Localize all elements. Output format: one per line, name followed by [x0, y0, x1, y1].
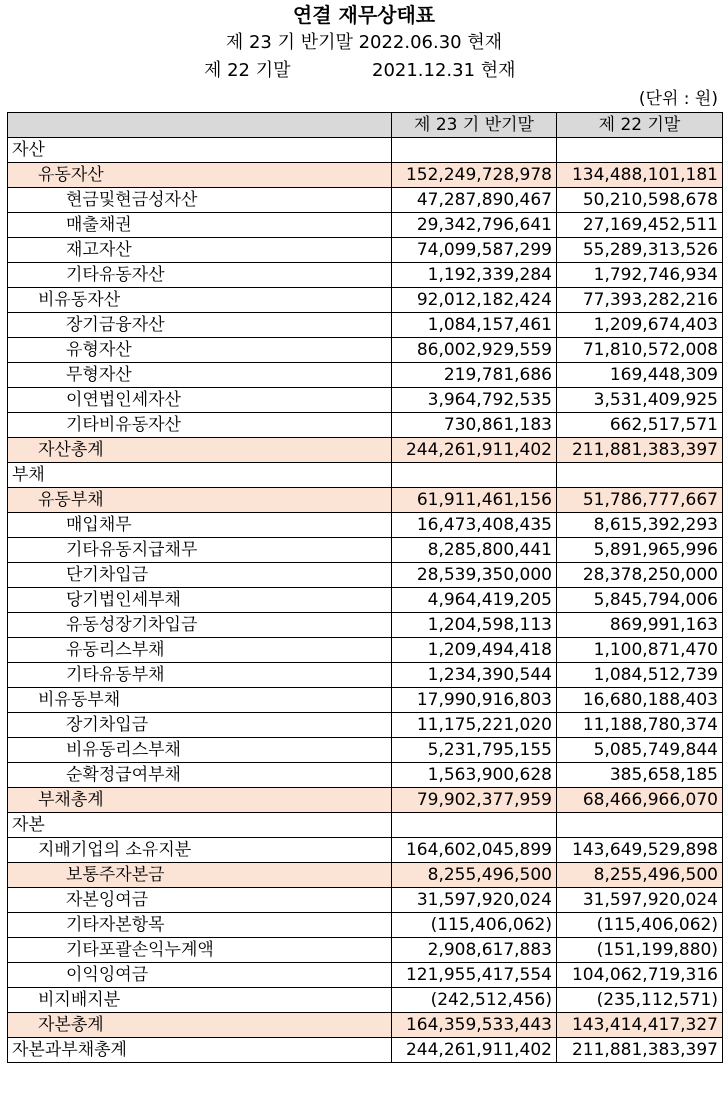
current-value-cell — [392, 138, 557, 163]
current-value-cell: 5,231,795,155 — [392, 738, 557, 763]
previous-value-cell: (151,199,880) — [557, 938, 723, 963]
previous-value-cell: 1,100,871,470 — [557, 638, 723, 663]
current-value-cell: 86,002,929,559 — [392, 338, 557, 363]
current-value-cell: 28,539,350,000 — [392, 563, 557, 588]
table-body — [8, 138, 723, 1063]
account-label-cell: 순확정급여부채 — [8, 763, 392, 788]
current-value-cell: 152,249,728,978 — [392, 163, 557, 188]
account-label-cell: 매출채권 — [8, 213, 392, 238]
previous-value-cell: 143,649,529,898 — [557, 838, 723, 863]
previous-value-cell: 16,680,188,403 — [557, 688, 723, 713]
table-row — [8, 888, 723, 913]
table-row — [8, 738, 723, 763]
previous-value-cell: 71,810,572,008 — [557, 338, 723, 363]
current-value-cell: 1,192,339,284 — [392, 263, 557, 288]
previous-value-cell: 3,531,409,925 — [557, 388, 723, 413]
account-label-cell: 유형자산 — [8, 338, 392, 363]
table-row — [8, 988, 723, 1013]
current-value-cell: 1,209,494,418 — [392, 638, 557, 663]
table-row — [8, 863, 723, 888]
previous-value-cell: 8,255,496,500 — [557, 863, 723, 888]
table-row — [8, 388, 723, 413]
current-value-cell: 1,204,598,113 — [392, 613, 557, 638]
header-account — [8, 113, 392, 138]
current-value-cell: 79,902,377,959 — [392, 788, 557, 813]
previous-value-cell: 104,062,719,316 — [557, 963, 723, 988]
previous-value-cell: 143,414,417,327 — [557, 1013, 723, 1038]
previous-value-cell: 11,188,780,374 — [557, 713, 723, 738]
table-row — [8, 238, 723, 263]
period-previous-label: 제 22 기말 — [204, 60, 291, 81]
previous-value-cell: 169,448,309 — [557, 363, 723, 388]
previous-value-cell: (115,406,062) — [557, 913, 723, 938]
previous-value-cell — [557, 813, 723, 838]
current-value-cell: 8,285,800,441 — [392, 538, 557, 563]
account-label-cell: 재고자산 — [8, 238, 392, 263]
table-row — [8, 1038, 723, 1063]
current-value-cell: 29,342,796,641 — [392, 213, 557, 238]
table-row — [8, 588, 723, 613]
previous-value-cell: 31,597,920,024 — [557, 888, 723, 913]
current-value-cell: 1,084,157,461 — [392, 313, 557, 338]
current-value-cell: 1,234,390,544 — [392, 663, 557, 688]
current-value-cell: 8,255,496,500 — [392, 863, 557, 888]
table-row — [8, 663, 723, 688]
table-row — [8, 138, 723, 163]
account-label-cell: 자산총계 — [8, 438, 392, 463]
account-label-cell: 현금및현금성자산 — [8, 188, 392, 213]
account-label-cell: 자산 — [8, 138, 392, 163]
table-row — [8, 438, 723, 463]
current-value-cell: 1,563,900,628 — [392, 763, 557, 788]
account-label-cell: 장기차입금 — [8, 713, 392, 738]
current-value-cell: 74,099,587,299 — [392, 238, 557, 263]
current-value-cell: 244,261,911,402 — [392, 1038, 557, 1063]
account-label-cell: 기타포괄손익누계액 — [8, 938, 392, 963]
period-previous-date: 2021.12.31 현재 — [372, 60, 516, 81]
account-label-cell: 기타유동자산 — [8, 263, 392, 288]
previous-value-cell: 68,466,966,070 — [557, 788, 723, 813]
previous-value-cell: 8,615,392,293 — [557, 513, 723, 538]
table-row — [8, 263, 723, 288]
previous-value-cell: 51,786,777,667 — [557, 488, 723, 513]
current-value-cell: 121,955,417,554 — [392, 963, 557, 988]
table-row — [8, 763, 723, 788]
previous-value-cell: 134,488,101,181 — [557, 163, 723, 188]
account-label-cell: 비유동부채 — [8, 688, 392, 713]
account-label-cell: 유동리스부채 — [8, 638, 392, 663]
account-label-cell: 기타자본항목 — [8, 913, 392, 938]
previous-value-cell: 50,210,598,678 — [557, 188, 723, 213]
previous-value-cell — [557, 138, 723, 163]
previous-value-cell: 662,517,571 — [557, 413, 723, 438]
table-row — [8, 513, 723, 538]
table-row — [8, 538, 723, 563]
account-label-cell: 장기금융자산 — [8, 313, 392, 338]
previous-value-cell: 5,845,794,006 — [557, 588, 723, 613]
table-row — [8, 213, 723, 238]
period-current-header: 제 23 기 반기말 2022.06.30 현재 — [225, 32, 503, 53]
header-previous-period: 제 22 기말 — [557, 113, 723, 138]
current-value-cell: (242,512,456) — [392, 988, 557, 1013]
table-row — [8, 713, 723, 738]
account-label-cell: 이익잉여금 — [8, 963, 392, 988]
account-label-cell: 자본잉여금 — [8, 888, 392, 913]
account-label-cell: 부채총계 — [8, 788, 392, 813]
table-row — [8, 638, 723, 663]
account-label-cell: 지배기업의 소유지분 — [8, 838, 392, 863]
current-value-cell: 47,287,890,467 — [392, 188, 557, 213]
table-row — [8, 963, 723, 988]
account-label-cell: 보통주자본금 — [8, 863, 392, 888]
current-value-cell: 219,781,686 — [392, 363, 557, 388]
table-row — [8, 1013, 723, 1038]
account-label-cell: 비지배지분 — [8, 988, 392, 1013]
previous-value-cell: 77,393,282,216 — [557, 288, 723, 313]
previous-value-cell: 1,792,746,934 — [557, 263, 723, 288]
account-label-cell: 기타비유동자산 — [8, 413, 392, 438]
account-label-cell: 당기법인세부채 — [8, 588, 392, 613]
account-label-cell: 유동성장기차입금 — [8, 613, 392, 638]
previous-value-cell: 869,991,163 — [557, 613, 723, 638]
table-row — [8, 463, 723, 488]
previous-value-cell: 211,881,383,397 — [557, 438, 723, 463]
table-row — [8, 413, 723, 438]
table-header-row — [8, 113, 723, 138]
account-label-cell: 비유동리스부채 — [8, 738, 392, 763]
account-label-cell: 유동자산 — [8, 163, 392, 188]
table-row — [8, 938, 723, 963]
previous-value-cell: 1,084,512,739 — [557, 663, 723, 688]
table-row — [8, 313, 723, 338]
account-label-cell: 자본 — [8, 813, 392, 838]
table-row — [8, 163, 723, 188]
table-row — [8, 363, 723, 388]
balance-sheet-table — [7, 112, 723, 1063]
current-value-cell: 2,908,617,883 — [392, 938, 557, 963]
current-value-cell: 31,597,920,024 — [392, 888, 557, 913]
document-title: 연결 재무상태표 — [292, 3, 436, 27]
account-label-cell: 유동부채 — [8, 488, 392, 513]
account-label-cell: 자본과부채총계 — [8, 1038, 392, 1063]
previous-value-cell: 5,085,749,844 — [557, 738, 723, 763]
table-row — [8, 613, 723, 638]
table-row — [8, 338, 723, 363]
table-row — [8, 288, 723, 313]
table-row — [8, 188, 723, 213]
account-label-cell: 부채 — [8, 463, 392, 488]
unit-label: (단위 : 원) — [638, 89, 718, 109]
current-value-cell: 730,861,183 — [392, 413, 557, 438]
current-value-cell: 11,175,221,020 — [392, 713, 557, 738]
table-row — [8, 688, 723, 713]
account-label-cell: 자본총계 — [8, 1013, 392, 1038]
current-value-cell: 244,261,911,402 — [392, 438, 557, 463]
current-value-cell: 164,602,045,899 — [392, 838, 557, 863]
previous-value-cell: 211,881,383,397 — [557, 1038, 723, 1063]
table-row — [8, 488, 723, 513]
table-row — [8, 838, 723, 863]
current-value-cell — [392, 813, 557, 838]
table-row — [8, 563, 723, 588]
previous-value-cell: 1,209,674,403 — [557, 313, 723, 338]
previous-value-cell: 27,169,452,511 — [557, 213, 723, 238]
previous-value-cell: 5,891,965,996 — [557, 538, 723, 563]
previous-value-cell — [557, 463, 723, 488]
account-label-cell: 기타유동부채 — [8, 663, 392, 688]
current-value-cell: 61,911,461,156 — [392, 488, 557, 513]
account-label-cell: 단기차입금 — [8, 563, 392, 588]
current-value-cell: 164,359,533,443 — [392, 1013, 557, 1038]
table-row — [8, 913, 723, 938]
previous-value-cell: 385,658,185 — [557, 763, 723, 788]
account-label-cell: 매입채무 — [8, 513, 392, 538]
previous-value-cell: 28,378,250,000 — [557, 563, 723, 588]
current-value-cell: (115,406,062) — [392, 913, 557, 938]
current-value-cell: 16,473,408,435 — [392, 513, 557, 538]
current-value-cell: 17,990,916,803 — [392, 688, 557, 713]
current-value-cell: 4,964,419,205 — [392, 588, 557, 613]
table-row — [8, 813, 723, 838]
account-label-cell: 기타유동지급채무 — [8, 538, 392, 563]
account-label-cell: 비유동자산 — [8, 288, 392, 313]
account-label-cell: 이연법인세자산 — [8, 388, 392, 413]
previous-value-cell: 55,289,313,526 — [557, 238, 723, 263]
account-label-cell: 무형자산 — [8, 363, 392, 388]
current-value-cell: 92,012,182,424 — [392, 288, 557, 313]
header-current-period: 제 23 기 반기말 — [392, 113, 557, 138]
current-value-cell — [392, 463, 557, 488]
previous-value-cell: (235,112,571) — [557, 988, 723, 1013]
table-row — [8, 788, 723, 813]
current-value-cell: 3,964,792,535 — [392, 388, 557, 413]
